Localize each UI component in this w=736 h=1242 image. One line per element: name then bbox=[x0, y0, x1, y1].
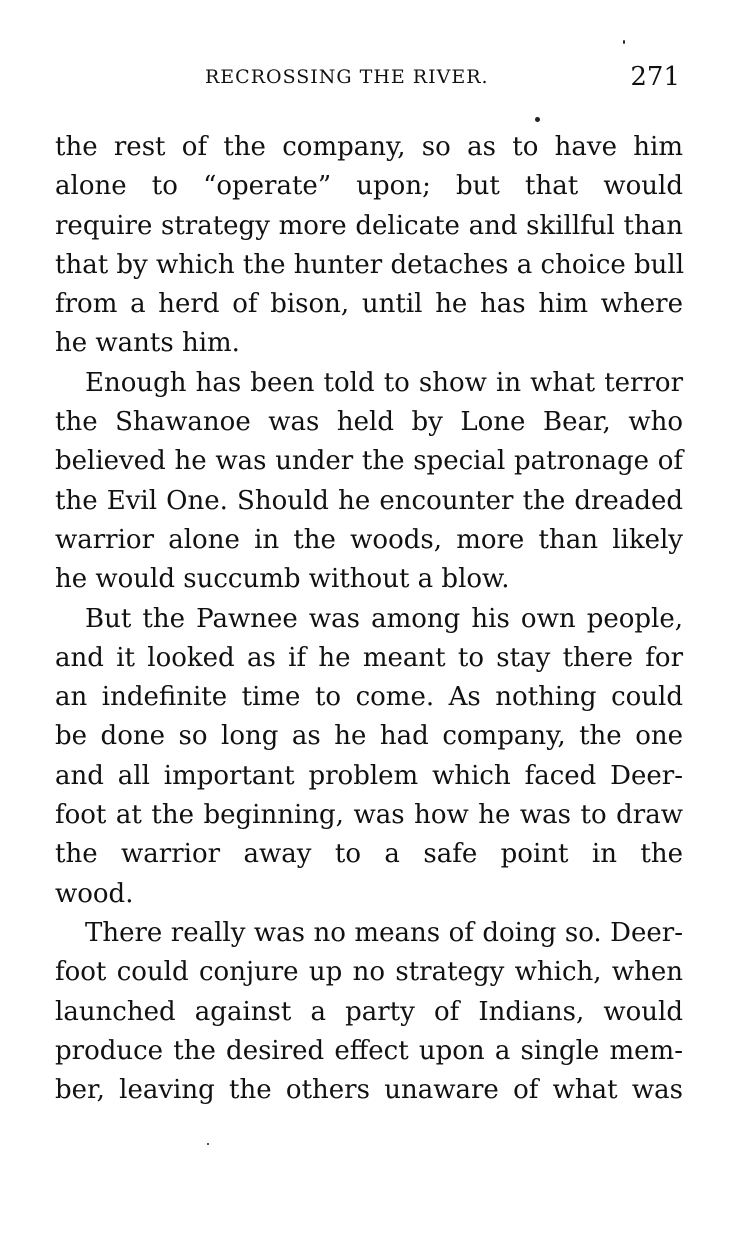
text-line: be done so long as he had company, the one bbox=[55, 721, 683, 752]
running-head: RECROSSING THE RIVER. bbox=[205, 66, 489, 88]
text-line: the warrior away to a safe point in the bbox=[55, 839, 683, 870]
text-line: warrior alone in the woods, more than likely bbox=[55, 524, 683, 555]
print-speck bbox=[535, 117, 540, 122]
text-line: an indefinite time to come. As nothing could bbox=[55, 682, 683, 713]
text-line: the rest of the company, so as to have him bbox=[55, 132, 683, 162]
text-line: There really was no means of doing so. Deer- bbox=[85, 917, 683, 948]
text-line: and all important problem which faced Deer- bbox=[55, 760, 683, 791]
paragraph-3 bbox=[55, 600, 683, 914]
text-line: and it looked as if he meant to stay there for bbox=[55, 642, 683, 673]
text-line: the Shawanoe was held by Lone Bear, who bbox=[55, 407, 683, 438]
paragraph-2 bbox=[55, 364, 683, 600]
text-line: ber, leaving the others unaware of what was bbox=[55, 1075, 683, 1106]
text-line: launched against a party of Indians, would bbox=[55, 996, 683, 1027]
text-line: he wants him. bbox=[55, 328, 240, 359]
text-line: wood. bbox=[55, 878, 134, 909]
print-speck bbox=[623, 40, 625, 44]
text-line: from a herd of bison, until he has him where bbox=[55, 289, 683, 320]
text-line: alone to “operate” upon; but that would bbox=[55, 171, 683, 202]
text-line: he would succumb without a blow. bbox=[55, 564, 510, 595]
text-line: require strategy more delicate and skillful than bbox=[55, 210, 683, 241]
text-line: the Evil One. Should he encounter the dreaded bbox=[55, 485, 683, 516]
text-line: Enough has been told to show in what terror bbox=[85, 367, 683, 398]
text-line: But the Pawnee was among his own people, bbox=[85, 603, 683, 634]
page-number: 271 bbox=[630, 62, 680, 92]
text-line: believed he was under the special patronage of bbox=[55, 446, 683, 477]
body-text bbox=[55, 128, 683, 1110]
paragraph-4 bbox=[55, 914, 683, 1110]
text-line: foot at the beginning, was how he was to draw bbox=[55, 800, 683, 831]
text-line: foot could conjure up no strategy which, when bbox=[55, 957, 683, 988]
print-speck bbox=[207, 1143, 209, 1145]
text-line: that by which the hunter detaches a choice bull bbox=[55, 249, 685, 280]
text-line: produce the desired effect upon a single mem- bbox=[55, 1035, 683, 1066]
paragraph-1 bbox=[55, 128, 683, 364]
